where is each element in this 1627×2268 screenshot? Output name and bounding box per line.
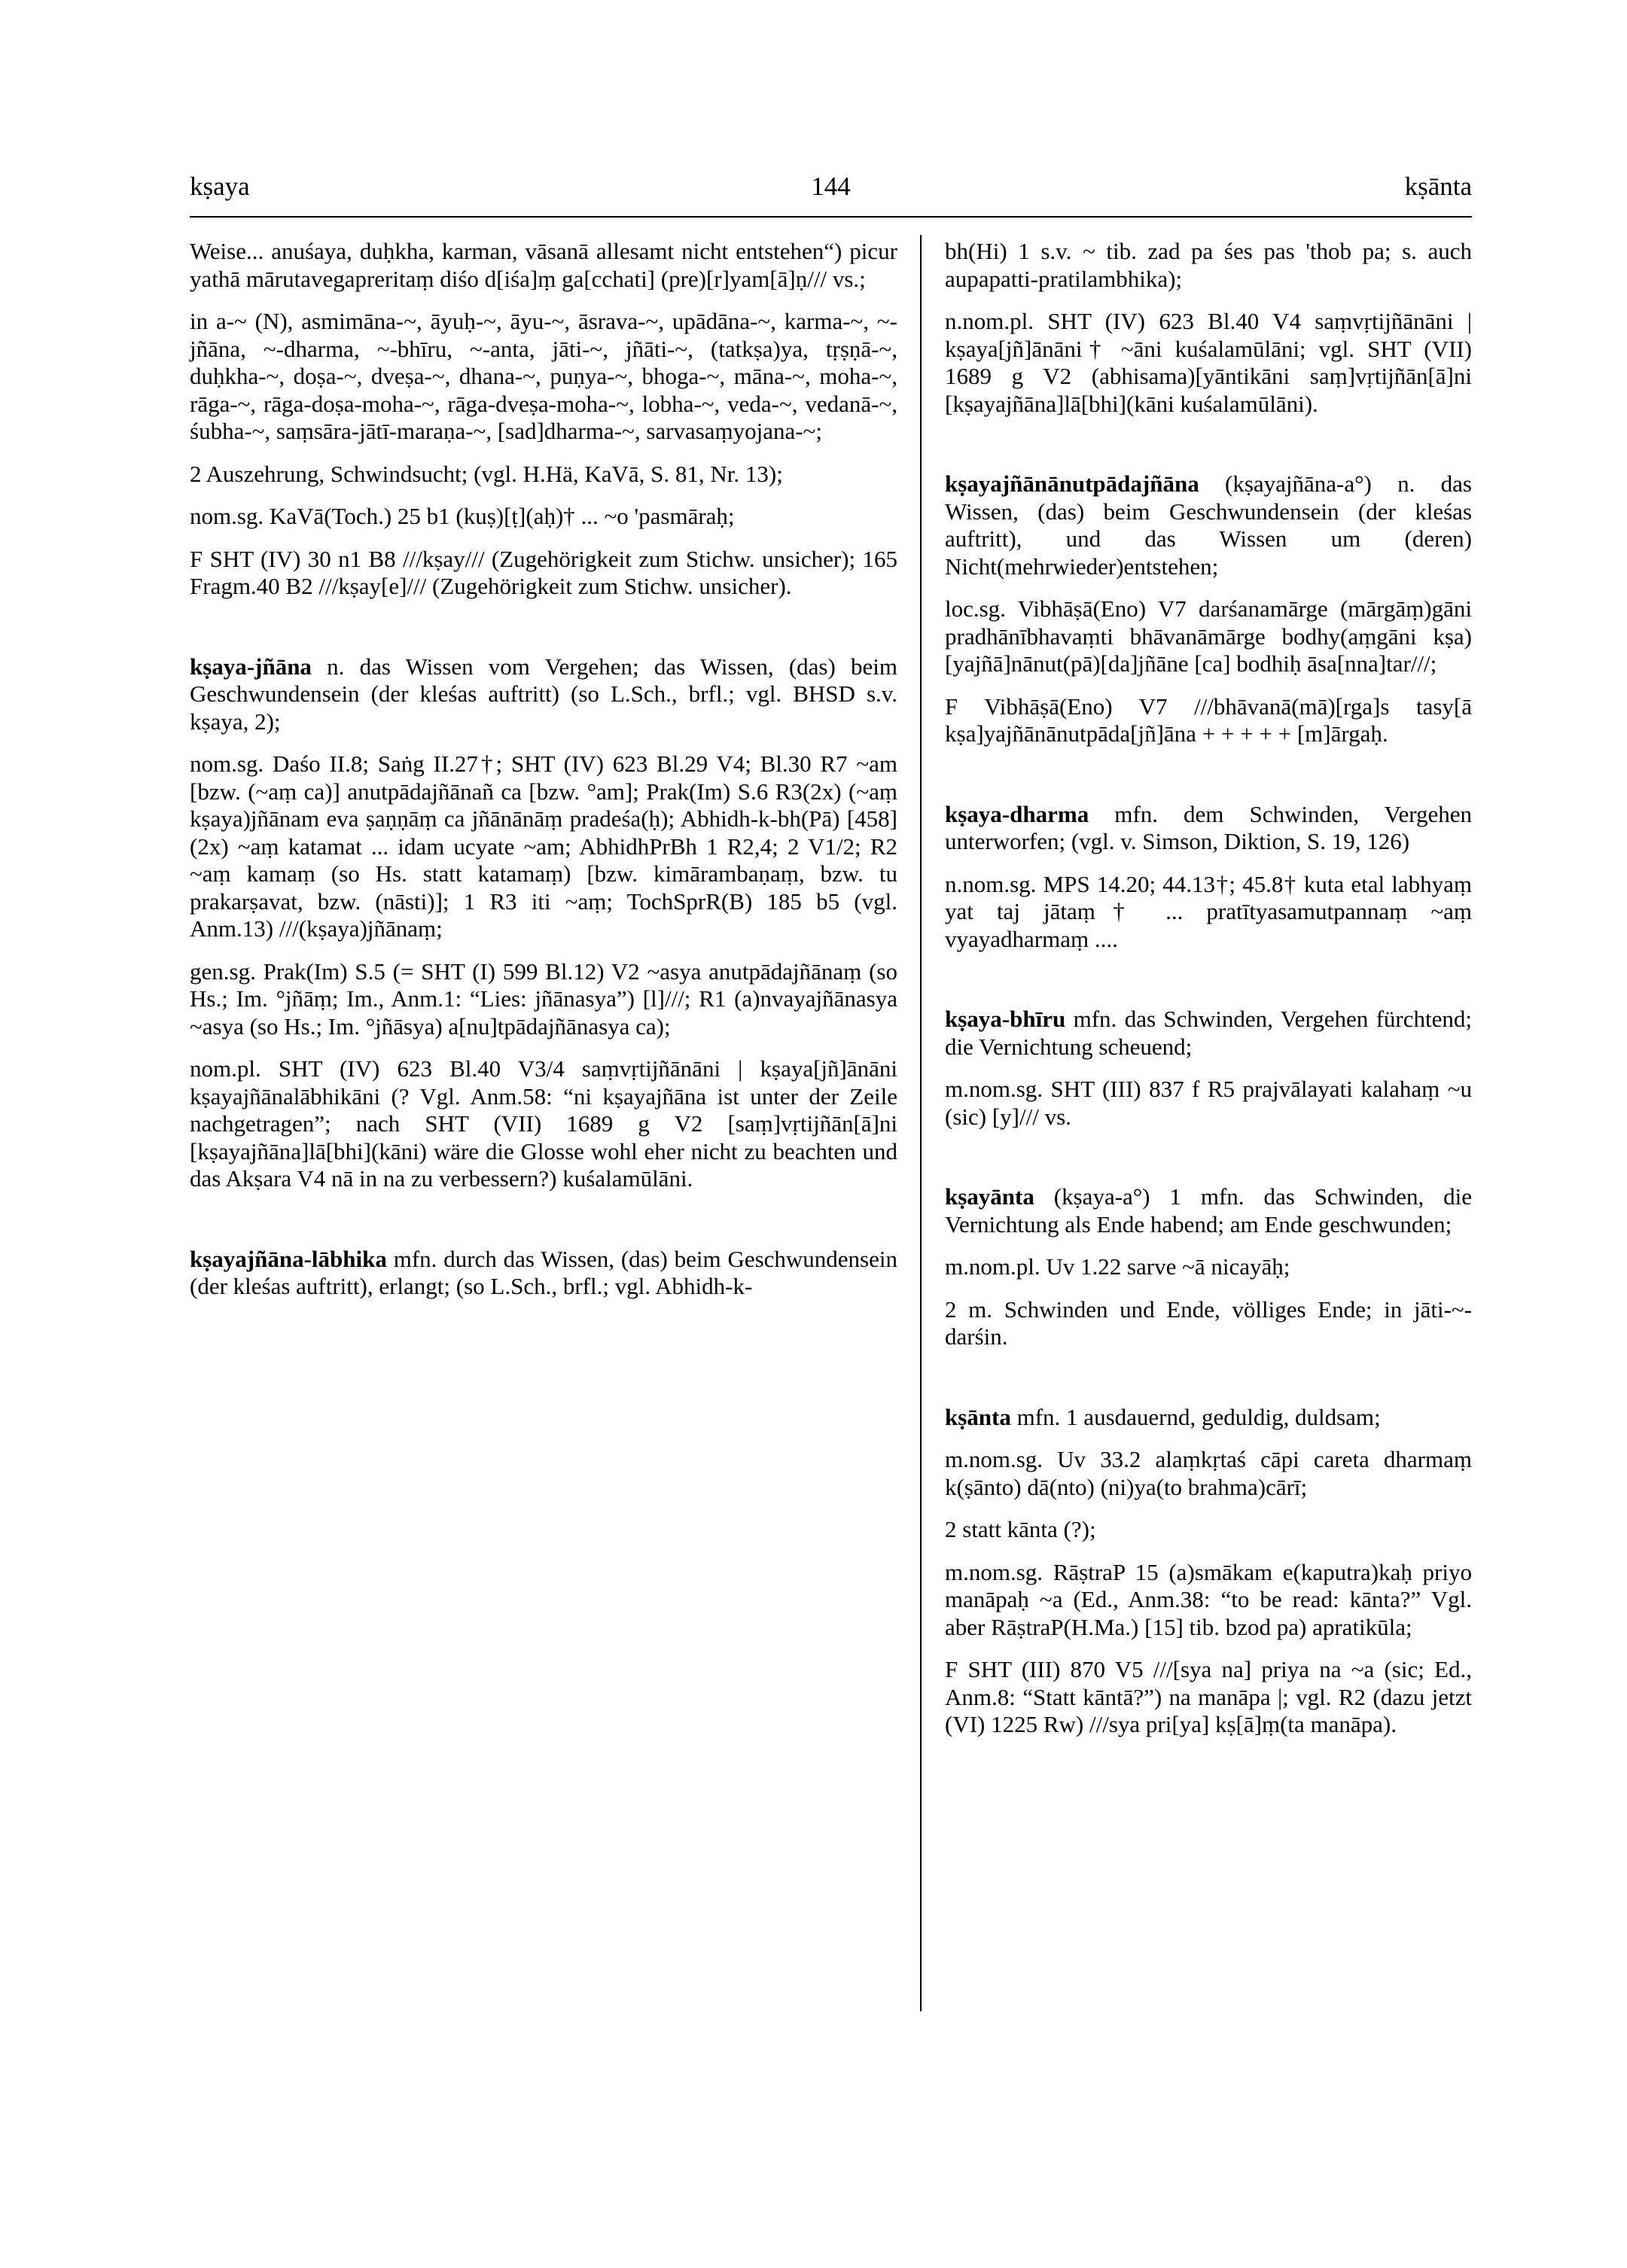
dictionary-entry: [945, 1006, 1472, 1061]
headword: kṣaya-bhīru: [945, 1006, 1066, 1032]
entry-text: n.nom.sg. MPS 14.20; 44.13†; 45.8† kuta etal labhyaṃ yat taj jātaṃ† ... pratītyasamutpannaṃ ~aṃ vyayadharmaṃ ....: [945, 870, 1472, 952]
page-number: 144: [811, 172, 851, 201]
headword: kṣayajñāna-lābhika: [190, 1245, 387, 1272]
dictionary-entry: [945, 470, 1472, 580]
entry-text: in a-~ (N), asmimāna-~, āyuḥ-~, āyu-~, āsrava-~, upādāna-~, karma-~, ~-jñāna, ~-dharma, ~-bhīru, ~-anta, jāti-~, jñāti-~, (tatkṣa)ya, tṛṣṇā-~, duḥkha-~, doṣa-~, dveṣa-~, dhana-~, puṇya-~, bhoga-~, māna-~, moha-~, rāga-~, rāga-doṣa-moha-~, rāga-dveṣa-moha-~, lobha-~, veda-~, vedanā-~, śubha-~, saṃsāra-jātī-maraṇa-~, [sad]dharma-~, sarvasaṃyojana-~;: [190, 308, 897, 444]
entry-text: gen.sg. Prak(Im) S.5 (= SHT (I) 599 Bl.12) V2 ~asya anutpādajñānaṃ (so Hs.; Im. °jñāṃ; Im., Anm.1: “Lies: jñānasya”) [l]///; R1 (a)nvayajñānasya ~asya (so Hs.; Im. °jñāsya) a[nu]tpādajñānasya ca);: [190, 957, 897, 1040]
definition: mfn. 1 ausdauernd, geduldig, duldsam;: [1010, 1403, 1381, 1430]
dictionary-entry: [190, 1246, 897, 1301]
headword: kṣayānta: [945, 1183, 1034, 1210]
definition: mfn. dem Schwinden, Vergehen unterworfen; (vgl. v. Simson, Diktion, S. 19, 126): [945, 800, 1472, 854]
dictionary-entry: [945, 1183, 1472, 1238]
entry-text: F SHT (IV) 30 n1 B8 ///kṣay/// (Zugehörigkeit zum Stichw. unsicher); 165 Fragm.40 B2 ///kṣay[e]/// (Zugehörigkeit zum Stichw. unsicher).: [190, 545, 897, 599]
entry-text: F Vibhāṣā(Eno) V7 ///bhāvanā(mā)[rga]s tasy[ā kṣa]yajñānānutpāda[jñ]āna + + + + + [m]ārgaḥ.: [945, 693, 1472, 747]
definition: mfn. durch das Wissen, (das) beim Geschwundensein (der kleśas auftritt), erlangt; (so L.Sch., brfl.; vgl. Abhidh-k-: [190, 1245, 897, 1299]
header-right-word: kṣānta: [1404, 172, 1472, 201]
entry-text: n.nom.pl. SHT (IV) 623 Bl.40 V4 saṃvṛtijñānāni | kṣaya[jñ]ānāni† ~āni kuśalamūlāni; vgl. SHT (VII) 1689 g V2 (abhisama)[yāntikāni saṃ]vṛtijñān[ā]ni [kṣayajñāna]lā[bhi](kāni kuśalamūlāni).: [945, 308, 1472, 417]
header-left-word: kṣaya: [190, 172, 250, 201]
headword: kṣaya-jñāna: [190, 653, 312, 680]
running-header: [190, 172, 1472, 209]
entry-text: F SHT (III) 870 V5 ///[sya na] priya na ~a (sic; Ed., Anm.8: “Statt kāntā?”) na manāpa |; vgl. R2 (dazu jetzt (VI) 1225 Rw) ///sya pri[ya] kṣ[ā]ṃ(ta manāpa).: [945, 1656, 1472, 1737]
dictionary-entry: [945, 1404, 1472, 1432]
entry-text: Weise... anuśaya, duḥkha, karman, vāsanā allesamt nicht entstehen“) picur yathā mārutavegapreritaṃ diśo d[iśa]ṃ ga[cchati] (pre)[r]yam[ā]ṇ/// vs.;: [190, 238, 897, 292]
headword: kṣānta: [945, 1403, 1011, 1430]
left-column: [190, 238, 897, 1316]
dictionary-entry: [190, 653, 897, 736]
entry-text: nom.pl. SHT (IV) 623 Bl.40 V3/4 saṃvṛtijñānāni | kṣaya[jñ]ānāni kṣayajñānalābhikāni (? Vgl. Anm.58: “ni kṣayajñāna ist unter der Zeile nachgetragen”; nach SHT (VII) 1689 g V2 [saṃ]vṛtijñān[ā]ni [kṣayajñāna]lā[bhi](kāni) wäre die Glosse wohl eher nicht zu beachten und das Akṣara V4 nā in na zu verbessern?) kuśalamūlāni.: [190, 1055, 897, 1192]
definition: (kṣayajñāna-a°) n. das Wissen, (das) beim Geschwundensein (der kleśas auftritt), und das Wissen um (deren) Nicht(mehrwieder)entstehen;: [945, 470, 1472, 580]
headword: kṣayajñānānutpādajñāna: [945, 470, 1199, 497]
dictionary-entry: [945, 801, 1472, 856]
entry-text: nom.sg. KaVā(Toch.) 25 b1 (kuṣ)[ṭ](aḥ)† ... ~o 'pasmāraḥ;: [190, 503, 735, 529]
entry-text: nom.sg. Daśo II.8; Saṅg II.27†; SHT (IV) 623 Bl.29 V4; Bl.30 R7 ~am [bzw. (~aṃ ca)] anutpādajñānañ ca [bzw. °am]; Prak(Im) S.6 R3(2x) (~aṃ kṣaya)jñānam eva ṣaṇṇāṃ ca jñānānāṃ pradeśa(ḥ); Abhidh-k-bh(Pā) [458] (2x) ~aṃ katamat ... idam ucyate ~am; AbhidhPrBh 1 R2,4; 2 V1/2; R2 ~aṃ kamaṃ (so Hs. statt katamaṃ) [bzw. kimārambaṇaṃ, bzw. tu prakarṣavat, bzw. (nāsti)]; 1 R3 iti ~aṃ; TochSprR(B) 185 b5 (vgl. Anm.13) ///(kṣaya)jñānaṃ;: [190, 750, 897, 942]
entry-text: m.nom.pl. Uv 1.22 sarve ~ā nicayāḥ;: [945, 1253, 1290, 1280]
entry-text: m.nom.sg. RāṣtraP 15 (a)smākam e(kaputra)kaḥ priyo manāpaḥ ~a (Ed., Anm.38: “to be read: kānta?” Vgl. aber RāṣtraP(H.Ma.) [15] tib. bzod pa) apratikūla;: [945, 1558, 1472, 1640]
entry-text: 2 m. Schwinden und Ende, völliges Ende; in jāti-~-darśin.: [945, 1295, 1472, 1350]
entry-text: bh(Hi) 1 s.v. ~ tib. zad pa śes pas 'thob pa; s. auch aupapatti-pratilambhika);: [945, 238, 1472, 292]
headword: kṣaya-dharma: [945, 800, 1089, 827]
entry-text: loc.sg. Vibhāṣā(Eno) V7 darśanamārge (mārgāṃ)gāni pradhānībhavaṃti bhāvanāmārge bodhy(aṃgāni kṣa)[yajñā]nānut(pā)[da]jñāne [ca] bodhiḥ āsa[nna]tar///;: [945, 595, 1472, 677]
entry-text: 2 Auszehrung, Schwindsucht; (vgl. H.Hä, KaVā, S. 81, Nr. 13);: [190, 460, 783, 487]
entry-text: 2 statt kānta (?);: [945, 1516, 1096, 1542]
entry-text: m.nom.sg. Uv 33.2 alaṃkṛtaś cāpi careta dharmaṃ k(ṣānto) dā(nto) (ni)ya(to brahma)cārī;: [945, 1446, 1472, 1500]
definition: mfn. das Schwinden, Vergehen fürchtend; die Vernichtung scheuend;: [945, 1006, 1472, 1060]
header-rule: [190, 216, 1472, 218]
definition: n. das Wissen vom Vergehen; das Wissen, (das) beim Geschwundensein (der kleśas auftritt) (so L.Sch., brfl.; vgl. BHSD s.v. kṣaya, 2);: [190, 653, 897, 735]
column-divider: [920, 235, 922, 2011]
definition: (kṣaya-a°) 1 mfn. das Schwinden, die Vernichtung als Ende habend; am Ende geschwunden;: [945, 1183, 1472, 1238]
right-column: [945, 238, 1472, 1754]
entry-text: m.nom.sg. SHT (III) 837 f R5 prajvālayati kalahaṃ ~u (sic) [y]/// vs.: [945, 1076, 1472, 1130]
